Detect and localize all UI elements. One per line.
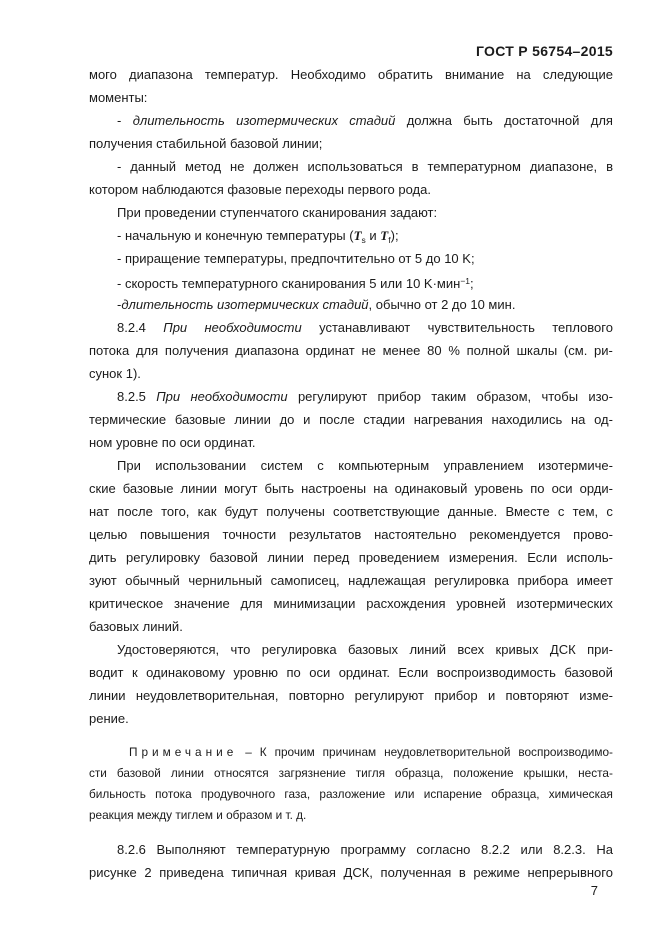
text-line: Примечание – К прочим причинам неудовлетворительной воспроизводимо- (129, 745, 613, 759)
paragraph (89, 293, 613, 316)
text-line: линии неудовлетворительная, повторно регулируют прибор и повторяют изме- (89, 688, 613, 703)
text-line: дить регулировку базовой линии перед проведением измерения. Если исполь- (89, 550, 613, 565)
text-line: котором наблюдаются фазовые переходы первого рода. (89, 182, 431, 197)
note-paragraph (89, 742, 613, 826)
text-line: - приращение температуры, предпочтительно от 5 до 10 K; (117, 251, 475, 266)
text-line: моменты: (89, 90, 148, 105)
text-line: - длительность изотермических стадий должна быть достаточной для (117, 113, 613, 128)
document-header: ГОСТ Р 56754–2015 (475, 43, 613, 59)
page-number: 7 (590, 883, 598, 898)
text-line: - данный метод не должен использоваться в температурном диапазоне, в (117, 159, 613, 174)
text-line: целью повышения точности результатов настоятельно рекомендуется прово- (89, 527, 613, 542)
text-line: 8.2.5 При необходимости регулируют прибор таким образом, чтобы изо- (117, 389, 613, 404)
text-line: рение. (89, 711, 129, 726)
text-line: 8.2.4 При необходимости устанавливают чувствительность теплового (117, 320, 613, 335)
text-line: - скорость температурного сканирования 5 или 10 K·мин$^{-1}$; (117, 276, 474, 291)
text-line: зуют обычный чернильный самописец, надлежащая регулировка прибора имеет (89, 573, 613, 588)
paragraph (89, 201, 613, 224)
paragraph (89, 385, 613, 454)
text-line: реакция между тиглем и образом и т. д. (89, 808, 307, 822)
text-line: водит к одинаковому уровню по оси ординат. Если воспроизводимость базовой (89, 665, 613, 680)
text-line: сунок 1). (89, 366, 141, 381)
text-line: -длительность изотермических стадий, обычно от 2 до 10 мин. (117, 297, 516, 312)
document-body (89, 63, 613, 884)
text-line: - начальную и конечную температуры ($T_s$ и $T_f$); (117, 228, 399, 245)
text-line: ские базовые линии могут быть настроены на одинаковый уровень по оси орди- (89, 481, 613, 496)
paragraph (89, 63, 613, 109)
text-line: бильность потока продувочного газа, разложение или испарение образца, химическая (89, 787, 613, 801)
paragraph (89, 270, 613, 293)
text-line: термические базовые линии до и после стадии нагревания находились на од- (89, 412, 613, 427)
text-line: нат после того, как будут получены соответствующие данные. Вместе с тем, с (89, 504, 613, 519)
text-line: потока для получения диапазона ординат не менее 80 % полной шкалы (см. ри- (89, 343, 613, 358)
paragraph (89, 316, 613, 385)
text-line: базовых линий. (89, 619, 183, 634)
paragraph (89, 638, 613, 730)
text-line: При использовании систем с компьютерным управлением изотермиче- (117, 458, 613, 473)
paragraph (89, 109, 613, 155)
text-line: При проведении ступенчатого сканирования задают: (117, 205, 438, 220)
text-line: сти базовой линии относятся загрязнение тигля образца, положение крышки, неста- (89, 766, 613, 780)
text-line: мого диапазона температур. Необходимо обратить внимание на следующие (89, 67, 613, 82)
text-line: Удостоверяются, что регулировка базовых линий всех кривых ДСК при- (117, 642, 613, 657)
text-block (89, 40, 613, 884)
text-line: 8.2.6 Выполняют температурную программу согласно 8.2.2 или 8.2.3. На (117, 842, 613, 857)
text-line: рисунке 2 приведена типичная кривая ДСК, полученная в режиме непрерывного (89, 865, 613, 880)
paragraph (89, 838, 613, 884)
text-line: критическое значение для минимизации расхождения уровней изотермических (89, 596, 613, 611)
text-line: получения стабильной базовой линии; (89, 136, 323, 151)
paragraph (89, 224, 613, 247)
text-line: ном уровне по оси ординат. (89, 435, 256, 450)
paragraph (89, 155, 613, 201)
paragraph (89, 247, 613, 270)
paragraph (89, 454, 613, 638)
